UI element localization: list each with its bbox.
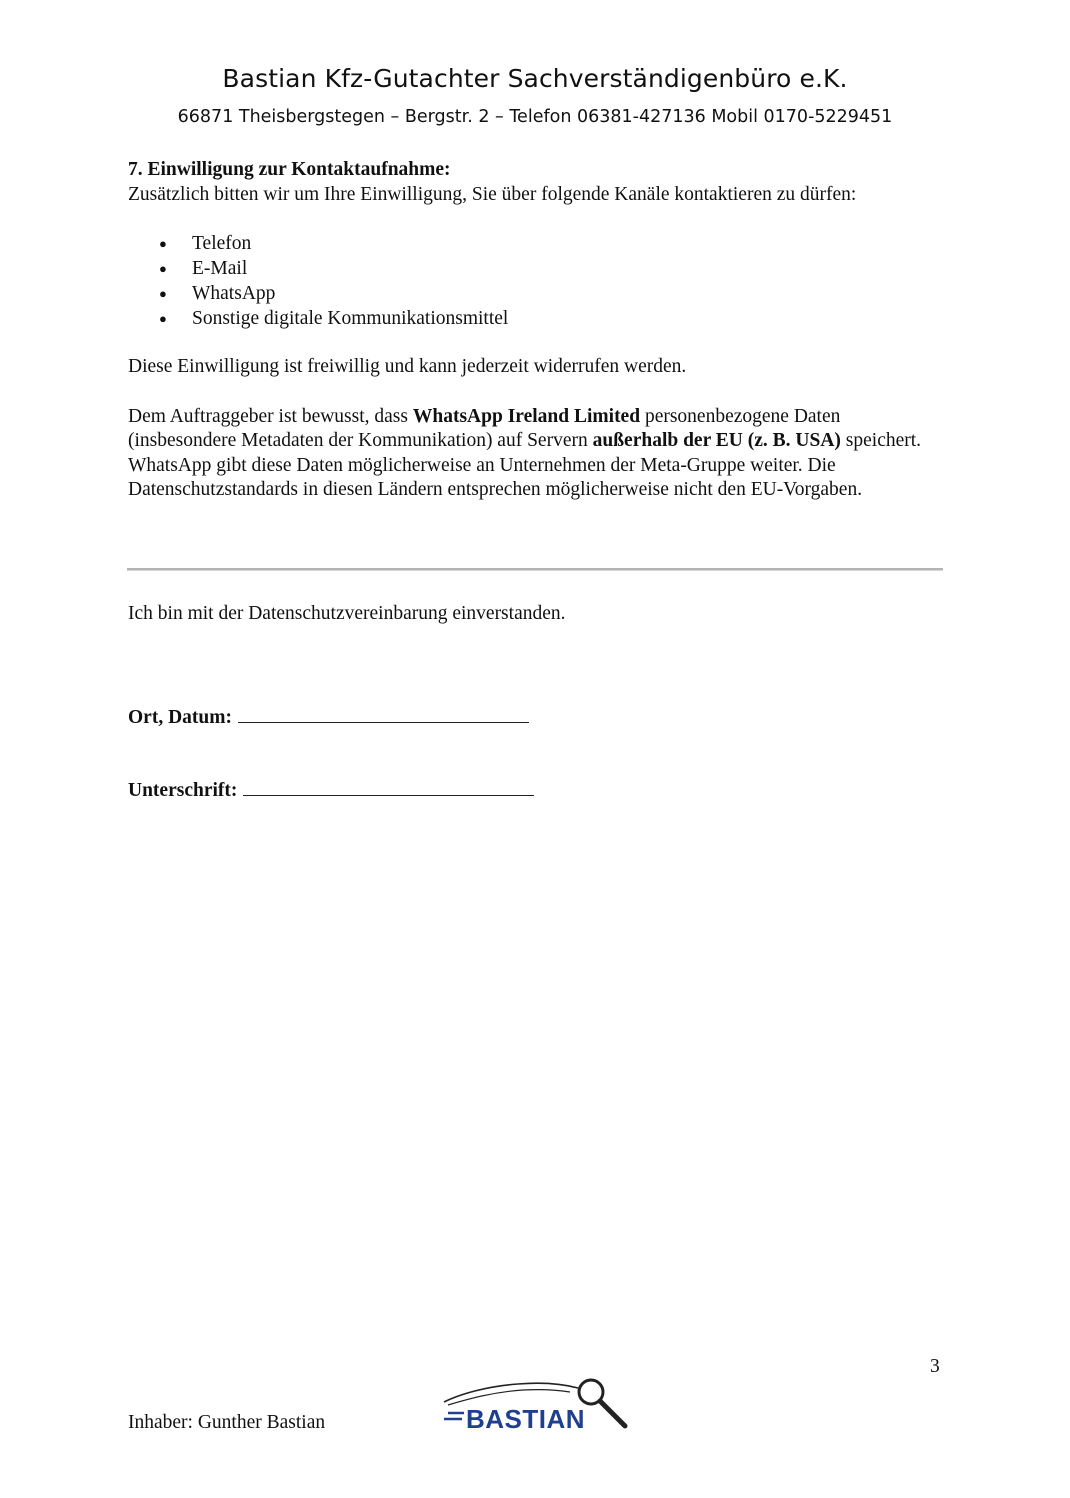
notice-bold-location: außerhalb der EU (z. B. USA) (592, 430, 841, 451)
notice-text: Dem Auftraggeber ist bewusst, dass (128, 405, 413, 427)
channel-label: WhatsApp (192, 283, 276, 304)
bullet-icon: ● (159, 236, 167, 251)
car-outline-icon (444, 1383, 578, 1402)
channel-list (128, 231, 948, 331)
signature-line[interactable] (243, 775, 534, 796)
bullet-icon: ● (159, 261, 167, 276)
agreement-statement: Ich bin mit der Datenschutzvereinbarung einverstanden. (128, 603, 566, 624)
notice-text: personenbezogene Daten (insbesondere Metadaten der Kommunikation) auf Servern (128, 405, 841, 451)
list-item (128, 231, 948, 256)
list-item (128, 281, 948, 306)
consent-section (128, 158, 948, 503)
company-contact: 66871 Theisbergstegen – Bergstr. 2 – Telefon 06381-427136 Mobil 0170-5229451 (177, 107, 893, 127)
whatsapp-notice (128, 405, 948, 503)
section-title: 7. Einwilligung zur Kontaktaufnahme: (128, 159, 451, 180)
signature-field (128, 775, 534, 802)
channel-label: Sonstige digitale Kommunikationsmittel (192, 308, 509, 329)
channel-label: E-Mail (192, 258, 248, 279)
place-date-field (128, 702, 529, 729)
voluntary-note: Diese Einwilligung ist freiwillig und kann jederzeit widerrufen werden. (128, 356, 687, 377)
notice-text: speichert. WhatsApp gibt diese Daten möglicherweise an Unternehmen der Meta-Gruppe weiter. Die Datenschutzstandards in diesen Ländern entsprechen möglicherweise nicht den EU-Vorgaben. (128, 430, 922, 500)
notice-bold-company: WhatsApp Ireland Limited (412, 405, 641, 427)
bullet-icon: ● (159, 311, 167, 326)
channel-label: Telefon (192, 233, 252, 254)
horizontal-divider (127, 568, 943, 571)
section-intro: Zusätzlich bitten wir um Ihre Einwilligung, Sie über folgende Kanäle kontaktieren zu dürfen: (128, 183, 857, 205)
bastian-logo (438, 1372, 633, 1434)
bullet-icon: ● (159, 286, 167, 301)
company-name: Bastian Kfz-Gutachter Sachverständigenbüro e.K. (222, 64, 848, 93)
place-date-line[interactable] (238, 702, 529, 723)
page-number: 3 (930, 1356, 940, 1377)
place-date-label: Ort, Datum: (128, 707, 232, 728)
signature-label: Unterschrift: (128, 780, 238, 801)
letterhead (0, 64, 1070, 127)
logo-text: BASTIAN (466, 1404, 586, 1434)
list-item (128, 256, 948, 281)
owner-line: Inhaber: Gunther Bastian (128, 1412, 326, 1433)
list-item (128, 306, 948, 331)
